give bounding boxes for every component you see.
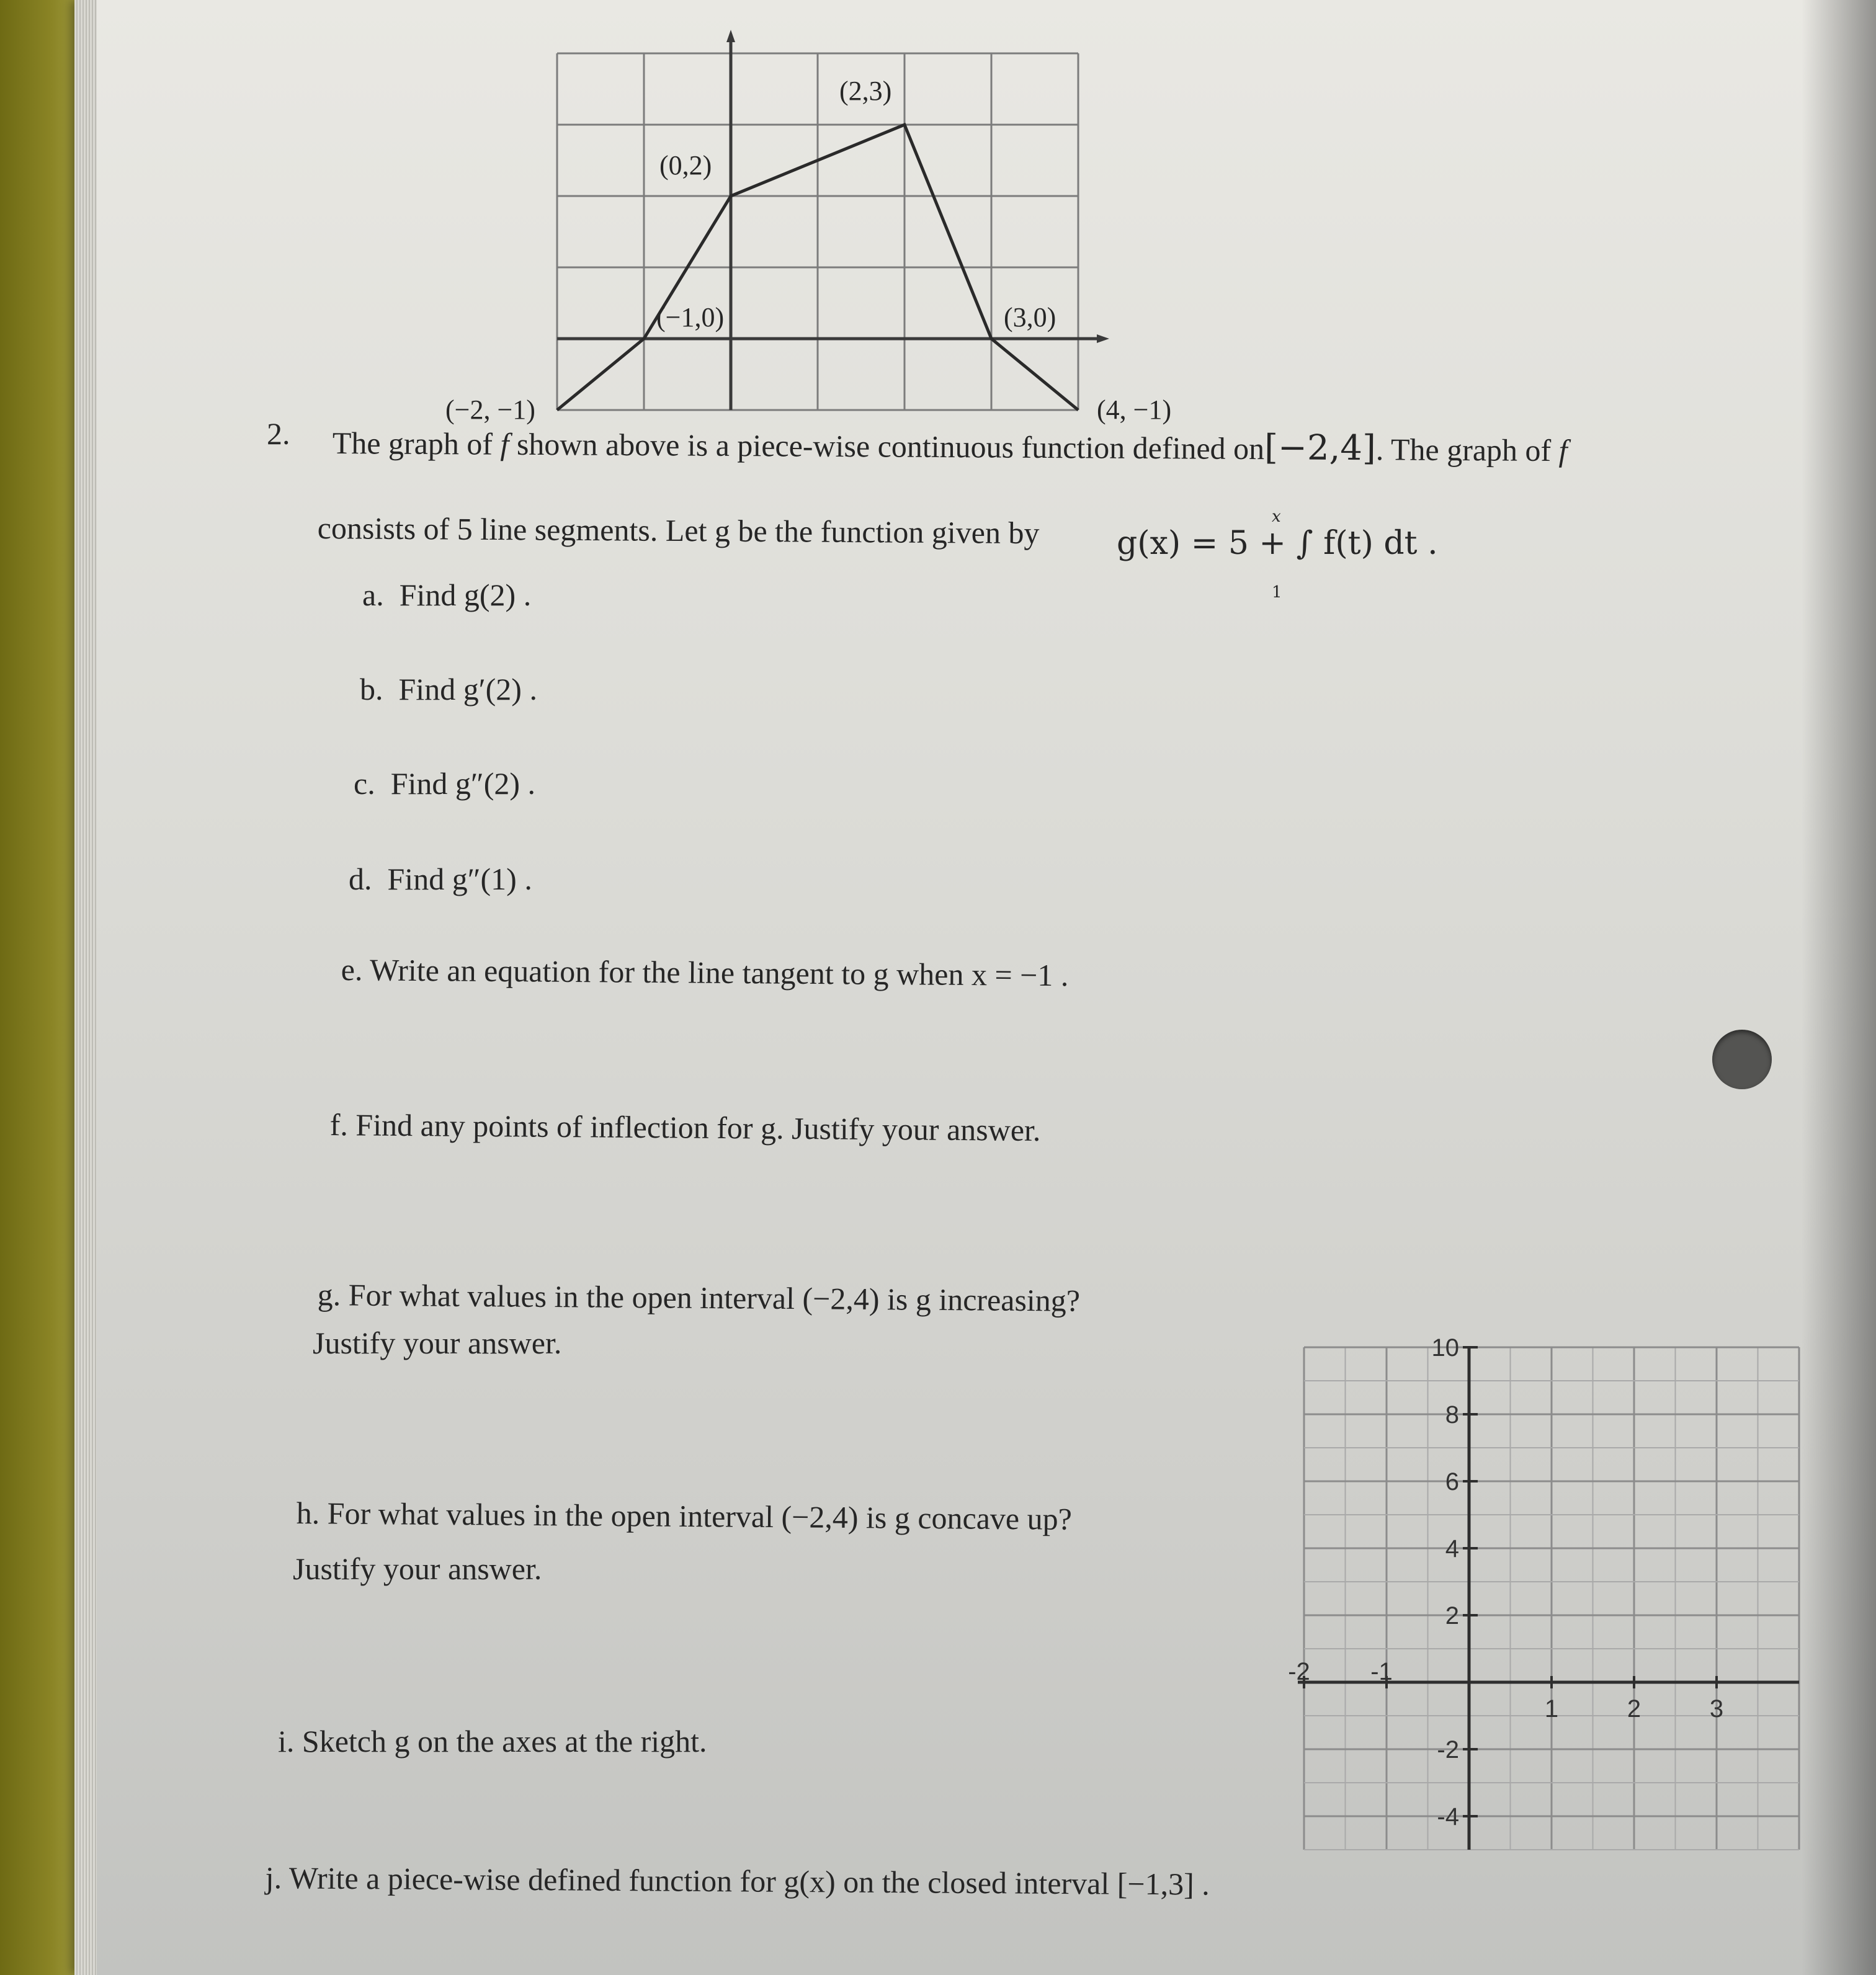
- f-point-label: (0,2): [659, 150, 712, 181]
- part-c-label: c.: [354, 766, 375, 801]
- part-e-text: Write an equation for the line tangent to g when x = −1 .: [369, 952, 1069, 993]
- part-h-label: h.: [296, 1496, 320, 1531]
- f-point-label: (−2, −1): [445, 395, 535, 425]
- part-a-text: Find g(2) .: [399, 577, 532, 612]
- part-a-label: a.: [362, 577, 384, 612]
- g-y-tick-label: 8: [1445, 1401, 1459, 1429]
- intro-f: f: [500, 426, 509, 461]
- f-point-label: (4, −1): [1097, 395, 1172, 425]
- g-y-tick-label: 10: [1431, 1334, 1459, 1362]
- part-i-label: i.: [278, 1724, 295, 1759]
- part-c-text: Find g″(2) .: [390, 766, 536, 801]
- g-y-tick-label: -2: [1437, 1736, 1459, 1763]
- part-d-text: Find g″(1) .: [387, 862, 532, 896]
- part-h-text: For what values in the open interval (−2,4) is g concave up?: [327, 1496, 1073, 1536]
- integral-lower-limit: 1: [1272, 583, 1282, 602]
- f-point-label: (3,0): [1004, 302, 1056, 332]
- part-h-justify: Justify your answer.: [293, 1551, 542, 1586]
- f-point-label: (−1,0): [656, 302, 725, 332]
- part-j-label: j.: [265, 1860, 282, 1896]
- part-g-text: For what values in the open interval (−2,4) is g increasing?: [348, 1277, 1081, 1318]
- g-definition: g(x) = 5 + ∫ f(t) dt .: [1117, 525, 1438, 562]
- g-x-tick-label: 2: [1627, 1695, 1642, 1723]
- part-i-text: Sketch g on the axes at the right.: [302, 1724, 707, 1759]
- part-g-justify: Justify your answer.: [313, 1326, 562, 1360]
- intro-text-c: . The graph of: [1375, 432, 1559, 468]
- intro-text-b: shown above is a piece-wise continuous function defined on: [509, 426, 1265, 466]
- g-grid: [1304, 1347, 1799, 1850]
- intro-text-a: The graph of: [332, 425, 501, 461]
- f-point-label: (2,3): [839, 76, 892, 106]
- g-x-tick-label: 3: [1709, 1695, 1724, 1723]
- g-x-tick-label: 1: [1544, 1695, 1559, 1723]
- part-b-label: b.: [360, 672, 383, 707]
- problem-intro-line2: consists of 5 line segments. Let g be the function given by: [317, 510, 1040, 551]
- intro-f2: f: [1558, 433, 1568, 468]
- g-x-tick-label: -1: [1370, 1658, 1393, 1685]
- part-g-label: g.: [317, 1277, 341, 1313]
- part-b-text: Find g′(2) .: [398, 672, 537, 707]
- domain-interval: [−2,4]: [1264, 427, 1377, 469]
- part-j-text: Write a piece-wise defined function for g(x) on the closed interval [−1,3] .: [288, 1860, 1210, 1902]
- g-y-tick-label: 4: [1445, 1535, 1459, 1563]
- g-x-tick-label: -2: [1288, 1658, 1310, 1685]
- integral-upper-limit: x: [1272, 507, 1281, 526]
- problem-number: 2.: [267, 416, 290, 451]
- part-f-text: Find any points of inflection for g. Justify your answer.: [355, 1107, 1041, 1148]
- g-axes: [1298, 1347, 1799, 1850]
- g-y-tick-label: 6: [1445, 1468, 1459, 1496]
- g-y-tick-label: 2: [1445, 1602, 1459, 1629]
- part-e-label: e.: [341, 952, 363, 988]
- part-d-label: d.: [349, 862, 372, 896]
- g-y-tick-label: -4: [1437, 1803, 1459, 1830]
- part-f-label: f.: [329, 1107, 349, 1143]
